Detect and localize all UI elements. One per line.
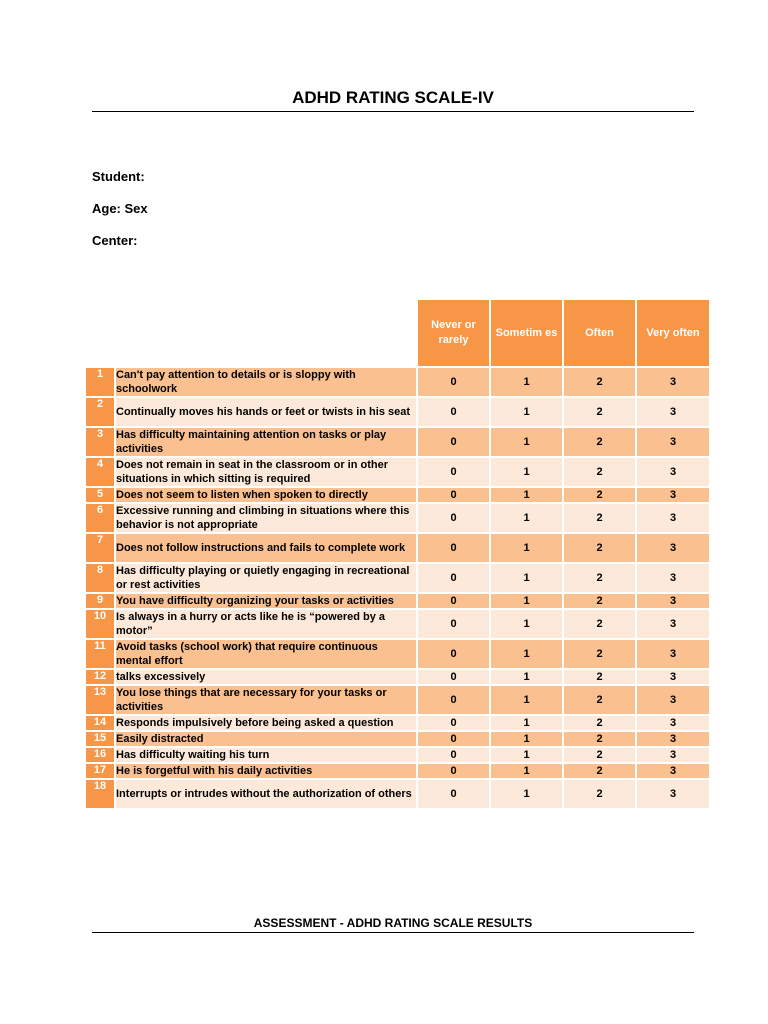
score-very-often[interactable]: 3 — [637, 368, 709, 396]
score-never-or-rarely[interactable]: 0 — [418, 534, 489, 562]
item-number: 3 — [86, 428, 114, 456]
item-text: Has difficulty playing or quietly engaging in recreational or rest activities — [116, 564, 416, 592]
score-never-or-rarely[interactable]: 0 — [418, 564, 489, 592]
score-very-often[interactable]: 3 — [637, 748, 709, 762]
score-never-or-rarely[interactable]: 0 — [418, 368, 489, 396]
score-often[interactable]: 2 — [564, 670, 635, 684]
table-row — [86, 534, 709, 562]
item-number: 14 — [86, 716, 114, 730]
table-row — [86, 686, 709, 714]
score-never-or-rarely[interactable]: 0 — [418, 398, 489, 426]
score-often[interactable]: 2 — [564, 716, 635, 730]
score-often[interactable]: 2 — [564, 780, 635, 808]
score-never-or-rarely[interactable]: 0 — [418, 748, 489, 762]
header-spacer — [86, 300, 114, 366]
item-text: Avoid tasks (school work) that require continuous mental effort — [116, 640, 416, 668]
table-row — [86, 504, 709, 532]
item-number: 17 — [86, 764, 114, 778]
score-often[interactable]: 2 — [564, 398, 635, 426]
table-header-row — [86, 300, 709, 366]
rating-scale-table — [84, 298, 711, 810]
score-sometimes[interactable]: 1 — [491, 504, 562, 532]
score-never-or-rarely[interactable]: 0 — [418, 686, 489, 714]
score-sometimes[interactable]: 1 — [491, 780, 562, 808]
item-number: 13 — [86, 686, 114, 714]
footer-heading: ASSESSMENT - ADHD RATING SCALE RESULTS — [253, 916, 533, 930]
score-sometimes[interactable]: 1 — [491, 534, 562, 562]
table-row — [86, 428, 709, 456]
item-number: 6 — [86, 504, 114, 532]
column-header-sometimes: Sometim es — [491, 300, 562, 366]
item-number: 18 — [86, 780, 114, 808]
item-text: He is forgetful with his daily activities — [116, 764, 416, 778]
score-very-often[interactable]: 3 — [637, 534, 709, 562]
item-text: talks excessively — [116, 670, 416, 684]
score-often[interactable]: 2 — [564, 534, 635, 562]
item-number: 12 — [86, 670, 114, 684]
table-row — [86, 594, 709, 608]
item-text: Excessive running and climbing in situations where this behavior is not appropriate — [116, 504, 416, 532]
score-sometimes[interactable]: 1 — [491, 670, 562, 684]
column-header-never-or-rarely: Never or rarely — [418, 300, 489, 366]
score-never-or-rarely[interactable]: 0 — [418, 428, 489, 456]
score-never-or-rarely[interactable]: 0 — [418, 732, 489, 746]
item-text: Does not seem to listen when spoken to directly — [116, 488, 416, 502]
score-very-often[interactable]: 3 — [637, 610, 709, 638]
score-very-often[interactable]: 3 — [637, 458, 709, 486]
item-number: 9 — [86, 594, 114, 608]
score-very-often[interactable]: 3 — [637, 564, 709, 592]
table-row — [86, 488, 709, 502]
score-very-often[interactable]: 3 — [637, 764, 709, 778]
item-number: 4 — [86, 458, 114, 486]
column-header-very-often: Very often — [637, 300, 709, 366]
score-sometimes[interactable]: 1 — [491, 564, 562, 592]
item-number: 11 — [86, 640, 114, 668]
score-very-often[interactable]: 3 — [637, 428, 709, 456]
item-number: 15 — [86, 732, 114, 746]
score-never-or-rarely[interactable]: 0 — [418, 458, 489, 486]
table-row — [86, 368, 709, 396]
score-often[interactable]: 2 — [564, 368, 635, 396]
student-field-label: Student: — [92, 169, 145, 184]
score-very-often[interactable]: 3 — [637, 640, 709, 668]
item-number: 5 — [86, 488, 114, 502]
table-row — [86, 564, 709, 592]
score-very-often[interactable]: 3 — [637, 504, 709, 532]
score-never-or-rarely[interactable]: 0 — [418, 670, 489, 684]
item-text: Has difficulty maintaining attention on tasks or play activities — [116, 428, 416, 456]
score-sometimes[interactable]: 1 — [491, 686, 562, 714]
score-often[interactable]: 2 — [564, 764, 635, 778]
score-very-often[interactable]: 3 — [637, 732, 709, 746]
score-never-or-rarely[interactable]: 0 — [418, 764, 489, 778]
item-text: Responds impulsively before being asked a question — [116, 716, 416, 730]
item-text: Does not follow instructions and fails to complete work — [116, 534, 416, 562]
item-text: Does not remain in seat in the classroom or in other situations in which sitting is required — [116, 458, 416, 486]
score-never-or-rarely[interactable]: 0 — [418, 610, 489, 638]
table-row — [86, 640, 709, 668]
score-never-or-rarely[interactable]: 0 — [418, 594, 489, 608]
score-very-often[interactable]: 3 — [637, 686, 709, 714]
item-text: Is always in a hurry or acts like he is “powered by a motor” — [116, 610, 416, 638]
score-often[interactable]: 2 — [564, 504, 635, 532]
score-often[interactable]: 2 — [564, 428, 635, 456]
table-row — [86, 732, 709, 746]
center-field-label: Center: — [92, 233, 138, 248]
table-row — [86, 398, 709, 426]
item-text: Interrupts or intrudes without the authorization of others — [116, 780, 416, 808]
score-often[interactable]: 2 — [564, 564, 635, 592]
item-text: Easily distracted — [116, 732, 416, 746]
table-row — [86, 458, 709, 486]
footer-divider — [92, 932, 694, 933]
age-sex-field-label: Age: Sex — [92, 201, 148, 216]
score-very-often[interactable]: 3 — [637, 780, 709, 808]
score-sometimes[interactable]: 1 — [491, 488, 562, 502]
score-very-often[interactable]: 3 — [637, 670, 709, 684]
score-often[interactable]: 2 — [564, 640, 635, 668]
score-sometimes[interactable]: 1 — [491, 748, 562, 762]
score-very-often[interactable]: 3 — [637, 488, 709, 502]
score-sometimes[interactable]: 1 — [491, 368, 562, 396]
page-title: ADHD RATING SCALE-IV — [292, 88, 494, 107]
item-text: Can't pay attention to details or is sloppy with schoolwork — [116, 368, 416, 396]
item-text: You lose things that are necessary for your tasks or activities — [116, 686, 416, 714]
table-row — [86, 610, 709, 638]
item-number: 7 — [86, 534, 114, 562]
item-number: 2 — [86, 398, 114, 426]
score-sometimes[interactable]: 1 — [491, 610, 562, 638]
score-often[interactable]: 2 — [564, 488, 635, 502]
score-often[interactable]: 2 — [564, 610, 635, 638]
column-header-often: Often — [564, 300, 635, 366]
score-often[interactable]: 2 — [564, 748, 635, 762]
header-spacer — [116, 300, 416, 366]
score-sometimes[interactable]: 1 — [491, 716, 562, 730]
table-row — [86, 670, 709, 684]
score-never-or-rarely[interactable]: 0 — [418, 504, 489, 532]
item-text: Continually moves his hands or feet or twists in his seat — [116, 398, 416, 426]
score-very-often[interactable]: 3 — [637, 716, 709, 730]
table-body — [86, 368, 709, 808]
item-number: 10 — [86, 610, 114, 638]
item-text: You have difficulty organizing your tasks or activities — [116, 594, 416, 608]
score-sometimes[interactable]: 1 — [491, 732, 562, 746]
score-sometimes[interactable]: 1 — [491, 594, 562, 608]
score-sometimes[interactable]: 1 — [491, 640, 562, 668]
score-often[interactable]: 2 — [564, 458, 635, 486]
table-row — [86, 716, 709, 730]
score-sometimes[interactable]: 1 — [491, 398, 562, 426]
table-row — [86, 764, 709, 778]
score-often[interactable]: 2 — [564, 686, 635, 714]
table-row — [86, 780, 709, 808]
score-often[interactable]: 2 — [564, 594, 635, 608]
score-never-or-rarely[interactable]: 0 — [418, 780, 489, 808]
item-number: 8 — [86, 564, 114, 592]
score-never-or-rarely[interactable]: 0 — [418, 716, 489, 730]
score-very-often[interactable]: 3 — [637, 594, 709, 608]
score-never-or-rarely[interactable]: 0 — [418, 640, 489, 668]
score-sometimes[interactable]: 1 — [491, 764, 562, 778]
item-text: Has difficulty waiting his turn — [116, 748, 416, 762]
score-sometimes[interactable]: 1 — [491, 428, 562, 456]
item-number: 16 — [86, 748, 114, 762]
title-divider — [92, 111, 694, 112]
score-very-often[interactable]: 3 — [637, 398, 709, 426]
score-sometimes[interactable]: 1 — [491, 458, 562, 486]
item-number: 1 — [86, 368, 114, 396]
score-often[interactable]: 2 — [564, 732, 635, 746]
score-never-or-rarely[interactable]: 0 — [418, 488, 489, 502]
table-row — [86, 748, 709, 762]
